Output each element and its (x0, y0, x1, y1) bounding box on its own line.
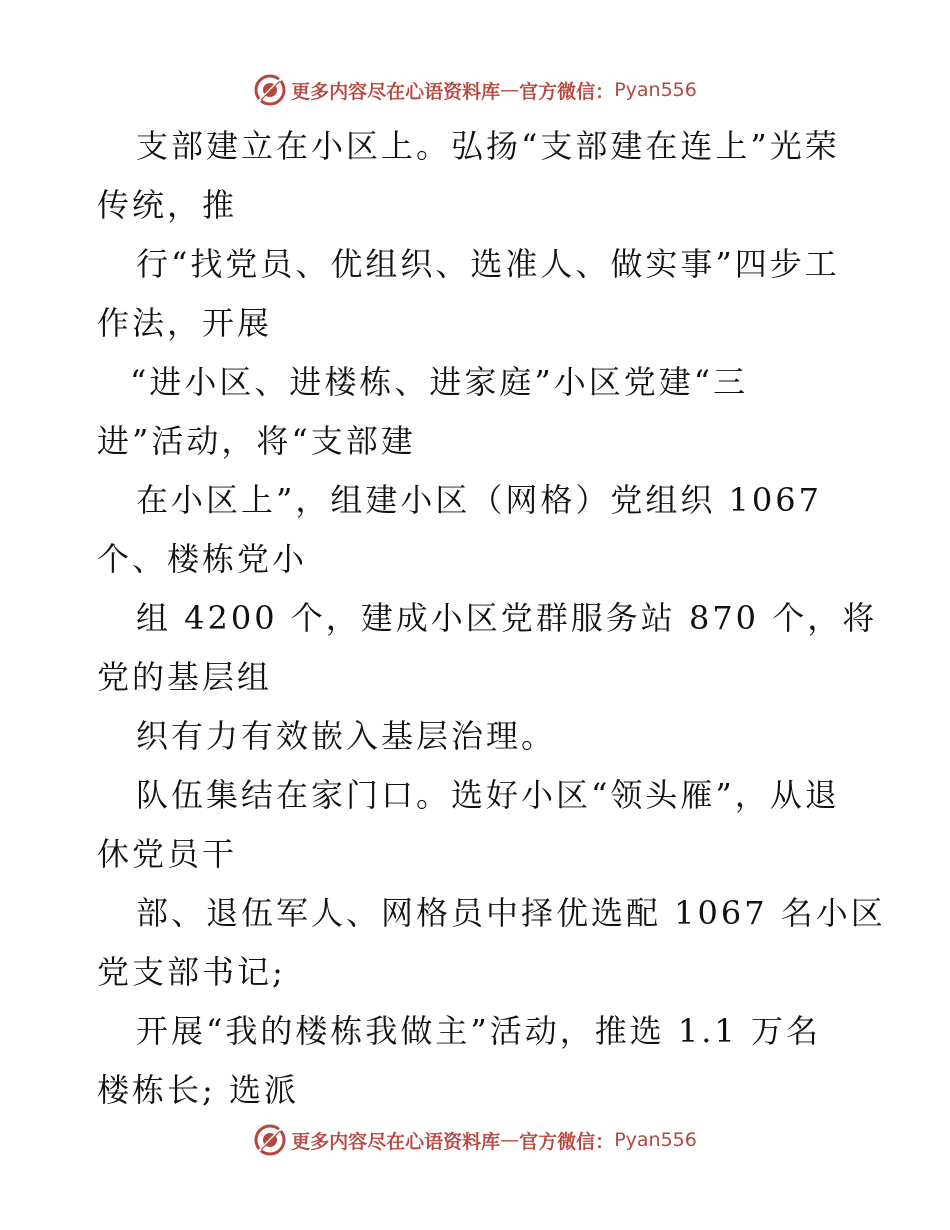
text-line: 进”活动，将“支部建 (97, 422, 416, 460)
watermark-separator: — (500, 1129, 520, 1151)
text-line: 支部建立在小区上。弘扬“支部建在连上”光荣 (136, 127, 840, 165)
watermark-logo-icon (253, 73, 287, 107)
watermark-contact-id: Pyan556 (614, 79, 697, 101)
text-line: 楼栋长; 选派 (97, 1071, 299, 1109)
header-watermark (0, 70, 950, 110)
text-line: “进小区、进楼栋、进家庭”小区党建“三 (130, 363, 749, 401)
footer-watermark (0, 1120, 950, 1160)
text-line: 传统，推 (97, 186, 238, 224)
text-line: 休党员干 (97, 835, 238, 873)
text-line: 开展“我的楼栋我做主”活动，推选 1.1 万名 (136, 1012, 821, 1050)
text-line: 部、退伍军人、网格员中择优选配 1067 名小区 (136, 894, 886, 932)
watermark-contact-text: 官方微信： (519, 80, 615, 103)
watermark-main-text: 更多内容尽在心语资料库 (291, 80, 501, 103)
watermark-main-text: 更多内容尽在心语资料库 (291, 1130, 501, 1153)
text-line: 队伍集结在家门口。选好小区“领头雁”，从退 (136, 776, 840, 814)
text-line: 个、楼栋党小 (97, 540, 308, 578)
text-line: 党支部书记; (97, 953, 286, 991)
watermark-separator: — (500, 79, 520, 101)
watermark-contact-id: Pyan556 (614, 1129, 697, 1151)
watermark-logo-icon (253, 1123, 287, 1157)
text-line: 组 4200 个，建成小区党群服务站 870 个，将 (136, 599, 878, 637)
text-line: 作法，开展 (97, 304, 273, 342)
text-line: 行“找党员、优组织、选准人、做实事”四步工 (136, 245, 840, 283)
text-line: 在小区上”，组建小区（网格）党组织 1067 (136, 481, 822, 519)
text-line: 织有力有效嵌入基层治理。 (136, 717, 557, 755)
watermark-contact-text: 官方微信： (519, 1130, 615, 1153)
text-line: 党的基层组 (97, 658, 273, 696)
